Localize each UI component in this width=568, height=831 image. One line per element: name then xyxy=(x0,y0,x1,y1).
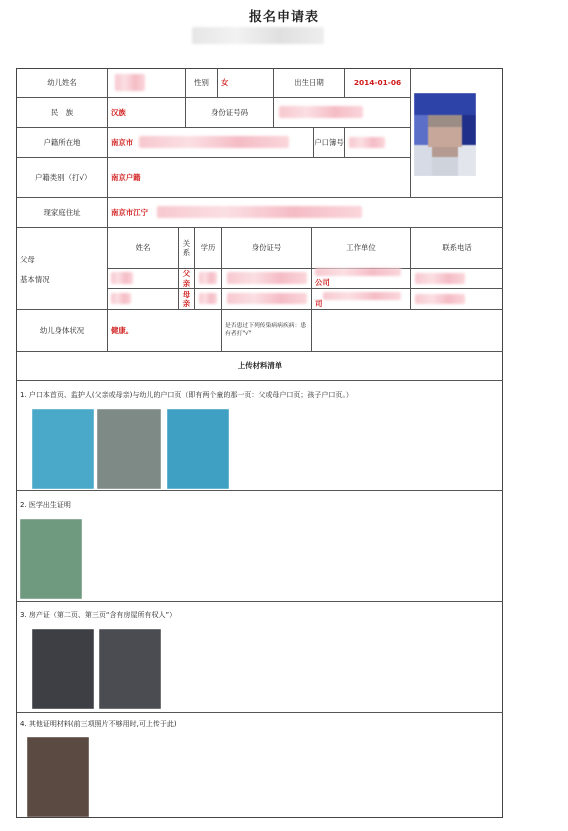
health-label: 幼儿身体状况 xyxy=(17,310,108,352)
hukou-book-redacted xyxy=(349,137,385,148)
parents-label-cell xyxy=(17,228,108,310)
mother-employer-text: 司 xyxy=(315,299,323,308)
property-photo-1[interactable] xyxy=(32,629,94,709)
child-photo xyxy=(414,93,476,176)
parents-info-label: 基本情况 xyxy=(20,275,50,284)
home-address-redacted xyxy=(157,206,362,218)
mother-name-redacted xyxy=(111,293,131,304)
ethnicity-label: 民 族 xyxy=(17,98,108,128)
mother-relation[interactable]: 母亲 xyxy=(179,289,195,310)
col-relation-header: 关系 xyxy=(179,228,195,269)
child-name-redacted xyxy=(115,74,145,91)
hukou-photo-1[interactable] xyxy=(32,409,94,489)
material-label-4: 4. 其他证明材料(前三项照片不够用时,可上传于此) xyxy=(20,720,177,728)
hukou-type-label: 户籍类别（打√） xyxy=(17,158,108,198)
other-document-photo[interactable] xyxy=(27,737,89,817)
gender-value[interactable]: 女 xyxy=(218,69,274,98)
disease-answer-cell[interactable] xyxy=(312,310,503,352)
mother-phone-redacted xyxy=(415,294,465,304)
father-employer-text: 公司 xyxy=(315,278,330,287)
materials-heading: 上传材料清单 xyxy=(17,352,503,381)
birth-certificate-photo[interactable] xyxy=(20,519,82,599)
col-id-header: 身份证号 xyxy=(222,228,312,269)
hukou-book-label: 户口簿号 xyxy=(314,128,345,158)
disease-question: 是否患过下列传染病病疾病：患有者打"√" xyxy=(222,310,312,352)
col-phone-header: 联系电话 xyxy=(411,228,503,269)
ethnicity-value[interactable]: 汉族 xyxy=(108,98,186,128)
home-address-label: 现家庭住址 xyxy=(17,198,108,228)
col-education-header: 学历 xyxy=(195,228,222,269)
father-name-redacted xyxy=(111,272,133,284)
health-value[interactable]: 健康。 xyxy=(108,310,222,352)
id-number-redacted xyxy=(279,106,363,118)
gender-label: 性别 xyxy=(186,69,218,98)
hukou-photo-3[interactable] xyxy=(167,409,229,489)
hukou-location-text: 南京市 xyxy=(111,137,134,147)
hukou-photo-2[interactable] xyxy=(97,409,161,489)
col-employer-header: 工作单位 xyxy=(312,228,411,269)
mother-id-redacted xyxy=(227,293,307,304)
father-id-redacted xyxy=(227,272,307,284)
father-employer-redacted xyxy=(315,268,401,276)
child-name-label: 幼儿姓名 xyxy=(17,69,108,98)
material-section-2 xyxy=(17,491,503,602)
material-label-3: 3. 房产证（第二页、第三页“含有房屋所有权人”） xyxy=(20,611,177,619)
property-photo-2[interactable] xyxy=(99,629,161,709)
father-relation[interactable]: 父亲 xyxy=(179,269,195,289)
home-address-text: 南京市江宁 xyxy=(111,207,148,217)
mother-education-redacted xyxy=(199,293,217,304)
id-number-label: 身份证号码 xyxy=(186,98,274,128)
hukou-type-value[interactable]: 南京户籍 xyxy=(108,158,411,198)
mother-employer-redacted xyxy=(323,292,401,300)
hukou-location-redacted xyxy=(139,136,289,148)
birth-date-value[interactable]: 2014-01-06 xyxy=(345,69,411,98)
father-phone-redacted xyxy=(415,273,465,284)
col-name-header: 姓名 xyxy=(108,228,179,269)
birth-date-label: 出生日期 xyxy=(274,69,345,98)
hukou-location-label: 户籍所在地 xyxy=(17,128,108,158)
form-title: 报名申请表 xyxy=(248,10,319,25)
application-form xyxy=(16,68,503,818)
parents-label: 父母 xyxy=(20,255,35,264)
material-label-1: 1. 户口本首页、监护人(父亲或母亲)与幼儿的户口页（即有两个童的那一页：父或母户口页；孩子户口页。） xyxy=(20,391,353,399)
subtitle-redacted xyxy=(192,27,324,44)
material-label-2: 2. 医学出生证明 xyxy=(20,501,71,509)
father-education-redacted xyxy=(199,272,217,284)
